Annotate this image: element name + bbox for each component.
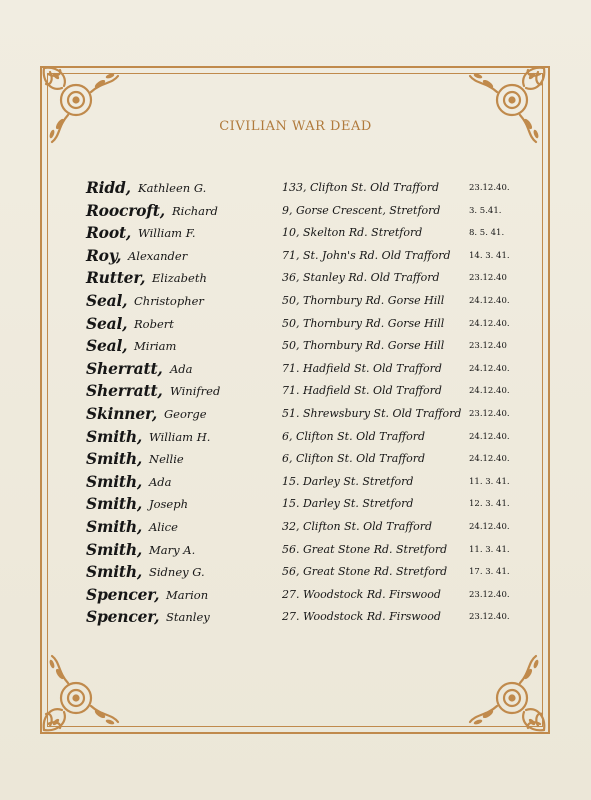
date: 24.12.40. <box>469 521 510 532</box>
forename: George <box>164 406 207 421</box>
surname: Smith, <box>86 471 143 491</box>
date: 23.12.40. <box>469 183 510 193</box>
list-item <box>86 517 526 540</box>
date: 14. 3. 41. <box>469 250 510 261</box>
surname: Sherratt, <box>86 381 163 401</box>
list-item <box>86 359 526 382</box>
list-item <box>86 404 526 427</box>
address: 15. Darley St. Stretford <box>282 497 414 511</box>
list-item <box>86 223 526 246</box>
surname: Seal, <box>86 336 128 356</box>
address: 27. Woodstock Rd. Firswood <box>282 587 441 601</box>
surname: Spencer, <box>86 607 160 627</box>
date: 17. 3. 41. <box>469 567 510 578</box>
forename: William F. <box>138 226 196 241</box>
forename: Stanley <box>166 610 210 625</box>
forename: Joseph <box>149 497 189 512</box>
surname: Roy, <box>86 245 122 265</box>
surname: Skinner, <box>86 403 158 423</box>
forename: Elizabeth <box>152 271 207 286</box>
address: 71. Hadfield St. Old Trafford <box>282 384 442 398</box>
date: 23.12.40. <box>469 589 510 600</box>
address: 71, St. John's Rd. Old Trafford <box>282 248 451 262</box>
date: 24.12.40. <box>469 454 510 465</box>
address: 36, Stanley Rd. Old Trafford <box>282 271 440 285</box>
floral-ornament-icon <box>466 652 550 736</box>
forename: Alexander <box>128 248 188 263</box>
surname: Ridd, <box>86 178 131 197</box>
address: 32, Clifton St. Old Trafford <box>282 519 433 533</box>
surname: Root, <box>86 223 132 243</box>
list-item <box>86 268 526 291</box>
address: 50, Thornbury Rd. Gorse Hill <box>282 316 445 330</box>
address: 9, Gorse Crescent, Stretford <box>282 203 441 217</box>
surname: Roocroft, <box>86 200 165 220</box>
surname: Smith, <box>86 494 143 514</box>
address: 133, Clifton St. Old Trafford <box>282 181 440 194</box>
date: 24.12.40. <box>469 386 510 397</box>
list-item <box>86 201 526 224</box>
forename: Marion <box>166 587 209 602</box>
surname: Rutter, <box>86 268 146 288</box>
date: 24.12.40. <box>469 295 510 306</box>
address: 71. Hadfield St. Old Trafford <box>282 361 442 375</box>
address: 27. Woodstock Rd. Firswood <box>282 610 441 624</box>
surname: Seal, <box>86 313 128 333</box>
forename: Ada <box>149 474 172 489</box>
date: 12. 3. 41. <box>469 499 510 510</box>
forename: Winifred <box>170 384 221 399</box>
address: 51. Shrewsbury St. Old Trafford <box>282 406 462 420</box>
forename: Christopher <box>134 293 204 308</box>
list-item <box>86 607 526 630</box>
address: 50, Thornbury Rd. Gorse Hill <box>282 293 445 307</box>
date: 3. 5.41. <box>469 205 502 216</box>
surname: Smith, <box>86 562 143 582</box>
surname: Sherratt, <box>86 358 163 378</box>
list-item <box>86 381 526 404</box>
list-item <box>86 178 526 201</box>
forename: Sidney G. <box>149 565 205 580</box>
list-item <box>86 291 526 314</box>
list-item <box>86 427 526 450</box>
date: 23.12.40. <box>469 408 510 419</box>
date: 23.12.40 <box>469 273 507 284</box>
surname: Smith, <box>86 449 143 469</box>
list-item <box>86 562 526 585</box>
date: 11. 3. 41. <box>469 544 510 555</box>
surname: Smith, <box>86 516 143 536</box>
forename: Miriam <box>134 339 177 354</box>
address: 6, Clifton St. Old Trafford <box>282 452 426 466</box>
list-item <box>86 540 526 563</box>
address: 6, Clifton St. Old Trafford <box>282 429 426 443</box>
forename: Ada <box>170 361 193 376</box>
list-item <box>86 449 526 472</box>
list-item <box>86 314 526 337</box>
surname: Smith, <box>86 426 143 446</box>
forename: William H. <box>149 429 211 444</box>
forename: Mary A. <box>149 542 196 557</box>
forename: Nellie <box>149 452 184 467</box>
date: 24.12.40. <box>469 363 510 374</box>
date: 23.12.40 <box>469 341 507 352</box>
list-item <box>86 246 526 269</box>
address: 10, Skelton Rd. Stretford <box>282 226 423 240</box>
forename: Alice <box>149 519 178 534</box>
forename: Richard <box>172 203 218 218</box>
page-title: CIVILIAN WAR DEAD <box>219 119 372 134</box>
surname: Spencer, <box>86 584 160 604</box>
surname: Seal, <box>86 290 128 310</box>
forename: Robert <box>134 316 174 331</box>
address: 15. Darley St. Stretford <box>282 474 414 488</box>
name-list <box>86 178 526 630</box>
forename: Kathleen G. <box>138 181 207 195</box>
date: 8. 5. 41. <box>469 228 505 239</box>
address: 56. Great Stone Rd. Stretford <box>282 542 448 556</box>
list-item <box>86 472 526 495</box>
date: 23.12.40. <box>469 612 510 623</box>
date: 24.12.40. <box>469 318 510 329</box>
list-item <box>86 494 526 517</box>
address: 56, Great Stone Rd. Stretford <box>282 565 448 579</box>
floral-ornament-icon <box>38 652 122 736</box>
date: 11. 3. 41. <box>469 476 510 487</box>
date: 24.12.40. <box>469 431 510 442</box>
list-item <box>86 585 526 608</box>
address: 50, Thornbury Rd. Gorse Hill <box>282 339 445 353</box>
list-item <box>86 336 526 359</box>
surname: Smith, <box>86 539 143 559</box>
